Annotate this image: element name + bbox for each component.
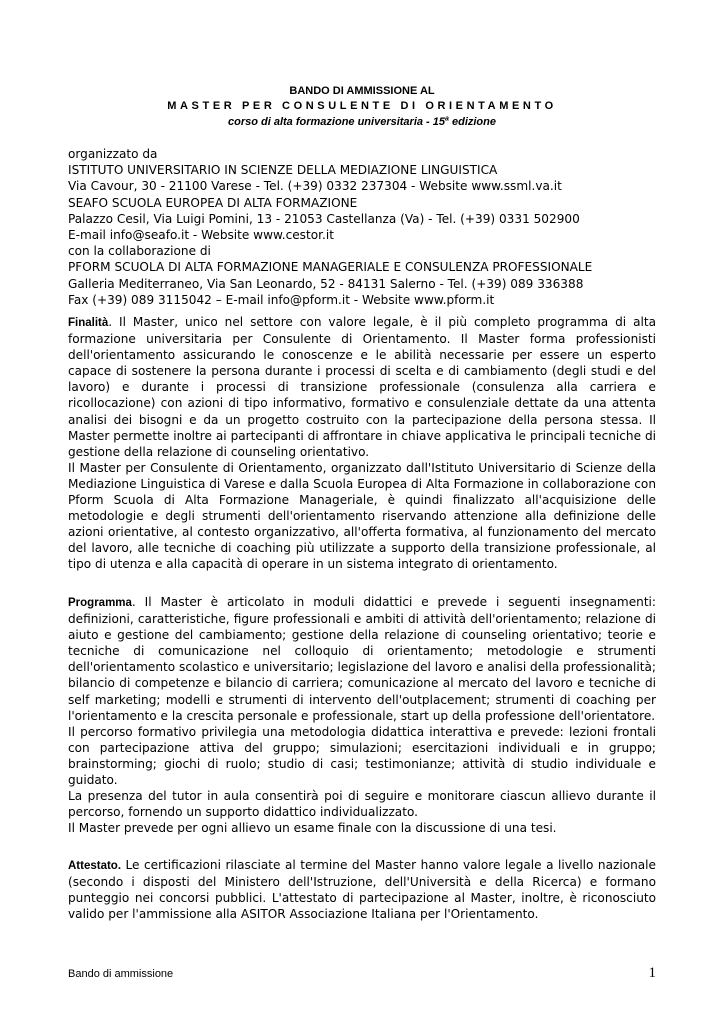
- attestato-text: Le certificazioni rilasciate al termine del Master hanno valore legale a livello nazionale (secondo i disposti del Ministero dell'Istruzione, dell'Università e della Ricerca) e formano punteggio nei concorsi pubblici. L'attestato di partecipazione al Master, inoltre, è riconosciuto valido per l'ammissione alla ASITOR Associazione Italiana per l'Orientamento.: [68, 858, 656, 922]
- subtitle-end: edizione: [448, 116, 496, 128]
- organizer-line: Galleria Mediterraneo, Via San Leonardo, 52 - 84131 Salerno - Tel. (+39) 089 336388: [68, 276, 584, 291]
- finalita-section: [68, 314, 656, 573]
- programma-section: [68, 594, 656, 836]
- organizer-line: ISTITUTO UNIVERSITARIO IN SCIENZE DELLA MEDIAZIONE LINGUISTICA: [68, 163, 498, 178]
- organizer-line: PFORM SCUOLA DI ALTA FORMAZIONE MANAGERIALE E CONSULENZA PROFESSIONALE: [68, 260, 593, 275]
- footer-label: Bando di ammissione: [68, 968, 174, 980]
- subtitle-text: corso di alta formazione universitaria - 15: [228, 116, 446, 128]
- organizers-block: [68, 146, 658, 308]
- attestato-heading: Attestato.: [68, 860, 122, 872]
- organizer-line: Via Cavour, 30 - 21100 Varese - Tel. (+39) 0332 237304 - Website www.ssml.va.it: [68, 179, 562, 194]
- programma-paragraph-4: Il Master prevede per ogni allievo un esame finale con la discussione di una tesi.: [68, 821, 557, 836]
- organizer-line: Fax (+39) 089 3115042 – E-mail info@pform.it - Website www.pform.it: [68, 292, 495, 307]
- edition-subtitle: [0, 115, 724, 129]
- document-title: BANDO DI AMMISSIONE AL: [289, 85, 435, 97]
- page-number: 1: [648, 965, 656, 981]
- programma-text: . Il Master è articolato in moduli didattici e prevede i seguenti insegnamenti: definizioni, caratteristiche, figure professionali e ambiti di attività dell'orientamento; relazione di aiuto e gestione del cambiamento; gestione della relazione di counseling orientativo; teorie e tecniche di comunicazione nel colloquio di orientamento; metodologie e strumenti dell'orientamento scolastico e universitario; legislazione del lavoro e analisi della professionalità; bilancio di competenze e bilancio di carriera; comunicazione al mercato del lavoro e tecniche di self marketing; modelli e strumenti di intervento dell'outplacement; strumenti di coaching per l'orientamento e la crescita personale e professionale, start up della professione dell'orientatore.: [68, 595, 656, 723]
- organizer-line: Palazzo Cesil, Via Luigi Pomini, 13 - 21053 Castellanza (Va) - Tel. (+39) 0331 502900: [68, 211, 580, 226]
- subtitle-superscript: a: [445, 115, 449, 123]
- finalita-text: . Il Master, unico nel settore con valore legale, è il più completo programma di alta formazione universitaria per Consulente di Orientamento. Il Master forma professionisti dell'orientamento assicurando le conoscenze e le abilità necessarie per essere un esperto capace di sostenere la persona durante i processi di scelta e di cambiamento (degli studi e del lavoro) e durante i processi di transizione professionale (consulenza alla carriera e ricollocazione) con azioni di tipo informativo, formativo e consulenziale dettate da una attenta analisi dei bisogni e da un progetto costruito con la partecipazione della persona stessa. Il Master permette inoltre ai partecipanti di affrontare in chiave applicativa le principali tecniche di gestione della relazione di counseling orientativo.: [68, 315, 656, 459]
- organizer-line: SEAFO SCUOLA EUROPEA DI ALTA FORMAZIONE: [68, 195, 358, 210]
- programma-paragraph-2: Il percorso formativo privilegia una metodologia didattica interattiva e prevede: lezioni frontali con partecipazione attiva del gruppo; simulazioni; esercitazioni individuali e in gruppo; brainstorming; giochi di ruolo; studio di casi; testimonianze; attività di studio individuale e guidato.: [68, 724, 656, 788]
- organizer-line: organizzato da: [68, 147, 158, 161]
- finalita-heading: Finalità: [68, 317, 109, 329]
- programma-paragraph: [68, 594, 656, 724]
- organizer-line: E-mail info@seafo.it - Website www.cestor.it: [68, 228, 334, 243]
- programma-heading: Programma: [68, 597, 132, 609]
- attestato-paragraph: [68, 857, 656, 922]
- finalita-paragraph: [68, 314, 656, 460]
- organizer-line: con la collaborazione di: [68, 244, 211, 259]
- attestato-section: [68, 857, 656, 922]
- programma-paragraph-3: La presenza del tutor in aula consentirà poi di seguire e monitorare ciascun allievo durante il percorso, fornendo un supporto didattico individualizzato.: [68, 789, 656, 820]
- master-title: MASTER PER CONSULENTE DI ORIENTAMENTO: [167, 100, 557, 112]
- finalita-paragraph-2: Il Master per Consulente di Orientamento, organizzato dall'Istituto Universitario di Scienze della Mediazione Linguistica di Varese e dalla Scuola Europea di Alta Formazione in collaborazione con Pform Scuola di Alta Formazione Manageriale, è quindi finalizzato all'acquisizione delle metodologie e degli strumenti dell'orientamento riservando attenzione alla definizione delle azioni orientative, al contesto organizzativo, all'offerta formativa, al funzionamento del mercato del lavoro, alle tecniche di coaching più utilizzate a supporto della transizione professionale, al tipo di utenza e alla capacità di operare in un sistema integrato di orientamento.: [68, 460, 656, 572]
